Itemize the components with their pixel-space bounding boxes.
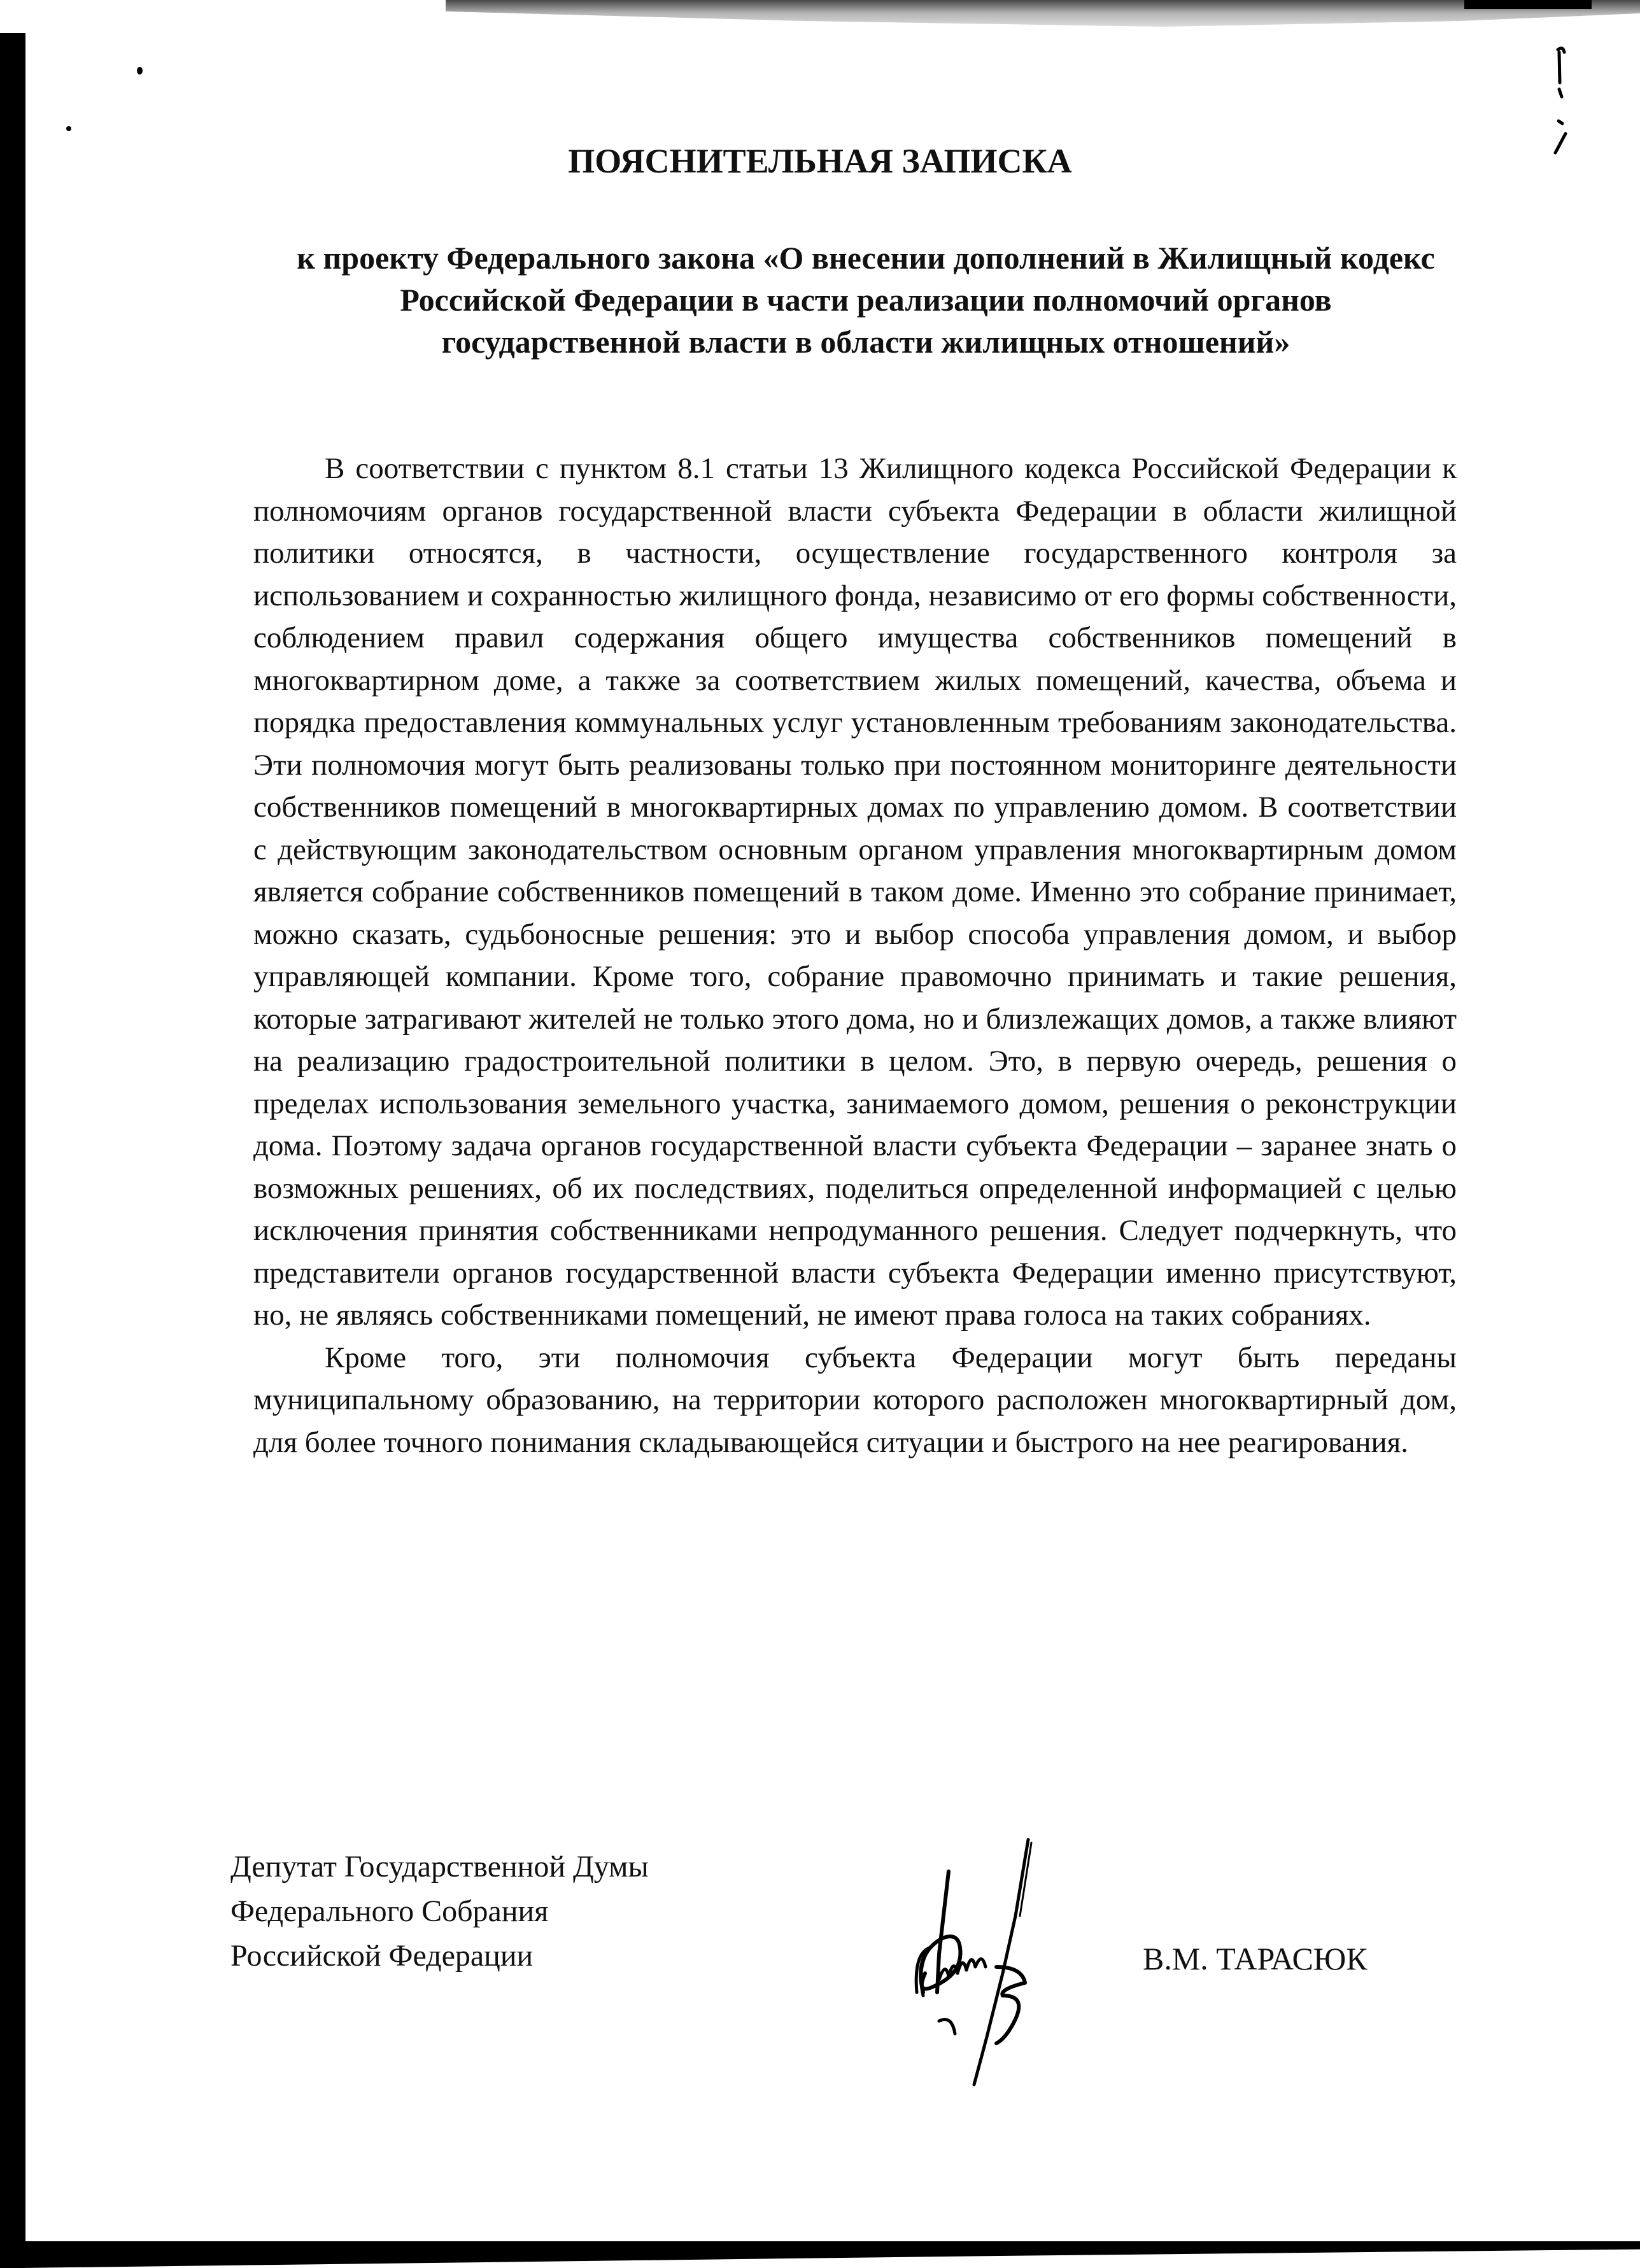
signatory-position-line: Депутат Государственной Думы	[230, 1850, 649, 1884]
body-paragraph: В соответствии с пунктом 8.1 статьи 13 Жилищного кодекса Российской Федерации к полномочиям органов государственной власти субъекта Федерации в области жилищной политики относятся, в частности, осуществление государственного контроля за использованием и сохранностью жилищного фонда, независимо от его формы собственности, соблюдением правил содержания общего имущества собственников помещений в многоквартирном доме, а также за соответствием жилых помещений, качества, объема и порядка предоставления коммунальных услуг установленным требованиям законодательства. Эти полномочия могут быть реализованы только при постоянном мониторинге деятельности собственников помещений в многоквартирных домах по управлению домом. В соответствии с действующим законодательством основным органом управления многоквартирным домом является собрание собственников помещений в таком доме. Именно это собрание принимает, можно сказать, судьбоносные решения: это и выбор способа управления домом, и выбор управляющей компании. Кроме того, собрание правомочно принимать и такие решения, которые затрагивают жителей не только этого дома, но и близлежащих домов, а также влияют на реализацию градостроительной политики в целом. Это, в первую очередь, решения о пределах использования земельного участка, занимаемого домом, решения о реконструкции дома. Поэтому задача органов государственной власти субъекта Федерации – заранее знать о возможных решениях, об их последствиях, поделиться определенной информацией с целью исключения принятия собственниками непродуманного решения. Следует подчеркнуть, что представители органов государственной власти субъекта Федерации именно присутствуют, но, не являясь собственниками помещений, не имеют права голоса на таких собраниях.	[253, 452, 1457, 1332]
document-subtitle: к проекту Федерального закона «О внесении дополнений в Жилищный кодекс Российской Федерации в части реализации полномочий органов государственной власти в области жилищных отношений»	[297, 240, 1435, 360]
document-body	[253, 447, 1457, 1463]
scan-top-bar	[1464, 0, 1592, 9]
scan-speck	[66, 126, 71, 131]
document-title: ПОЯСНИТЕЛЬНАЯ ЗАПИСКА	[568, 142, 1072, 180]
signatory-name: В.М. ТАРАСЮК	[1143, 1941, 1368, 1976]
handwritten-signature	[879, 1827, 1108, 2094]
scan-bottom-band	[20, 2241, 1640, 2268]
signatory-position-line: Российской Федерации	[230, 1939, 534, 1973]
scan-speck	[137, 67, 143, 74]
body-paragraph: Кроме того, эти полномочия субъекта Федерации могут быть переданы муниципальному образованию, на территории которого расположен многоквартирный дом, для более точного понимания складывающейся ситуации и быстрого на нее реагирования.	[253, 1341, 1457, 1459]
scan-top-smudge	[446, 0, 1640, 38]
signatory-position-line: Федерального Собрания	[230, 1894, 549, 1928]
scan-left-border	[0, 33, 25, 2268]
signatory-position	[230, 1845, 649, 1978]
